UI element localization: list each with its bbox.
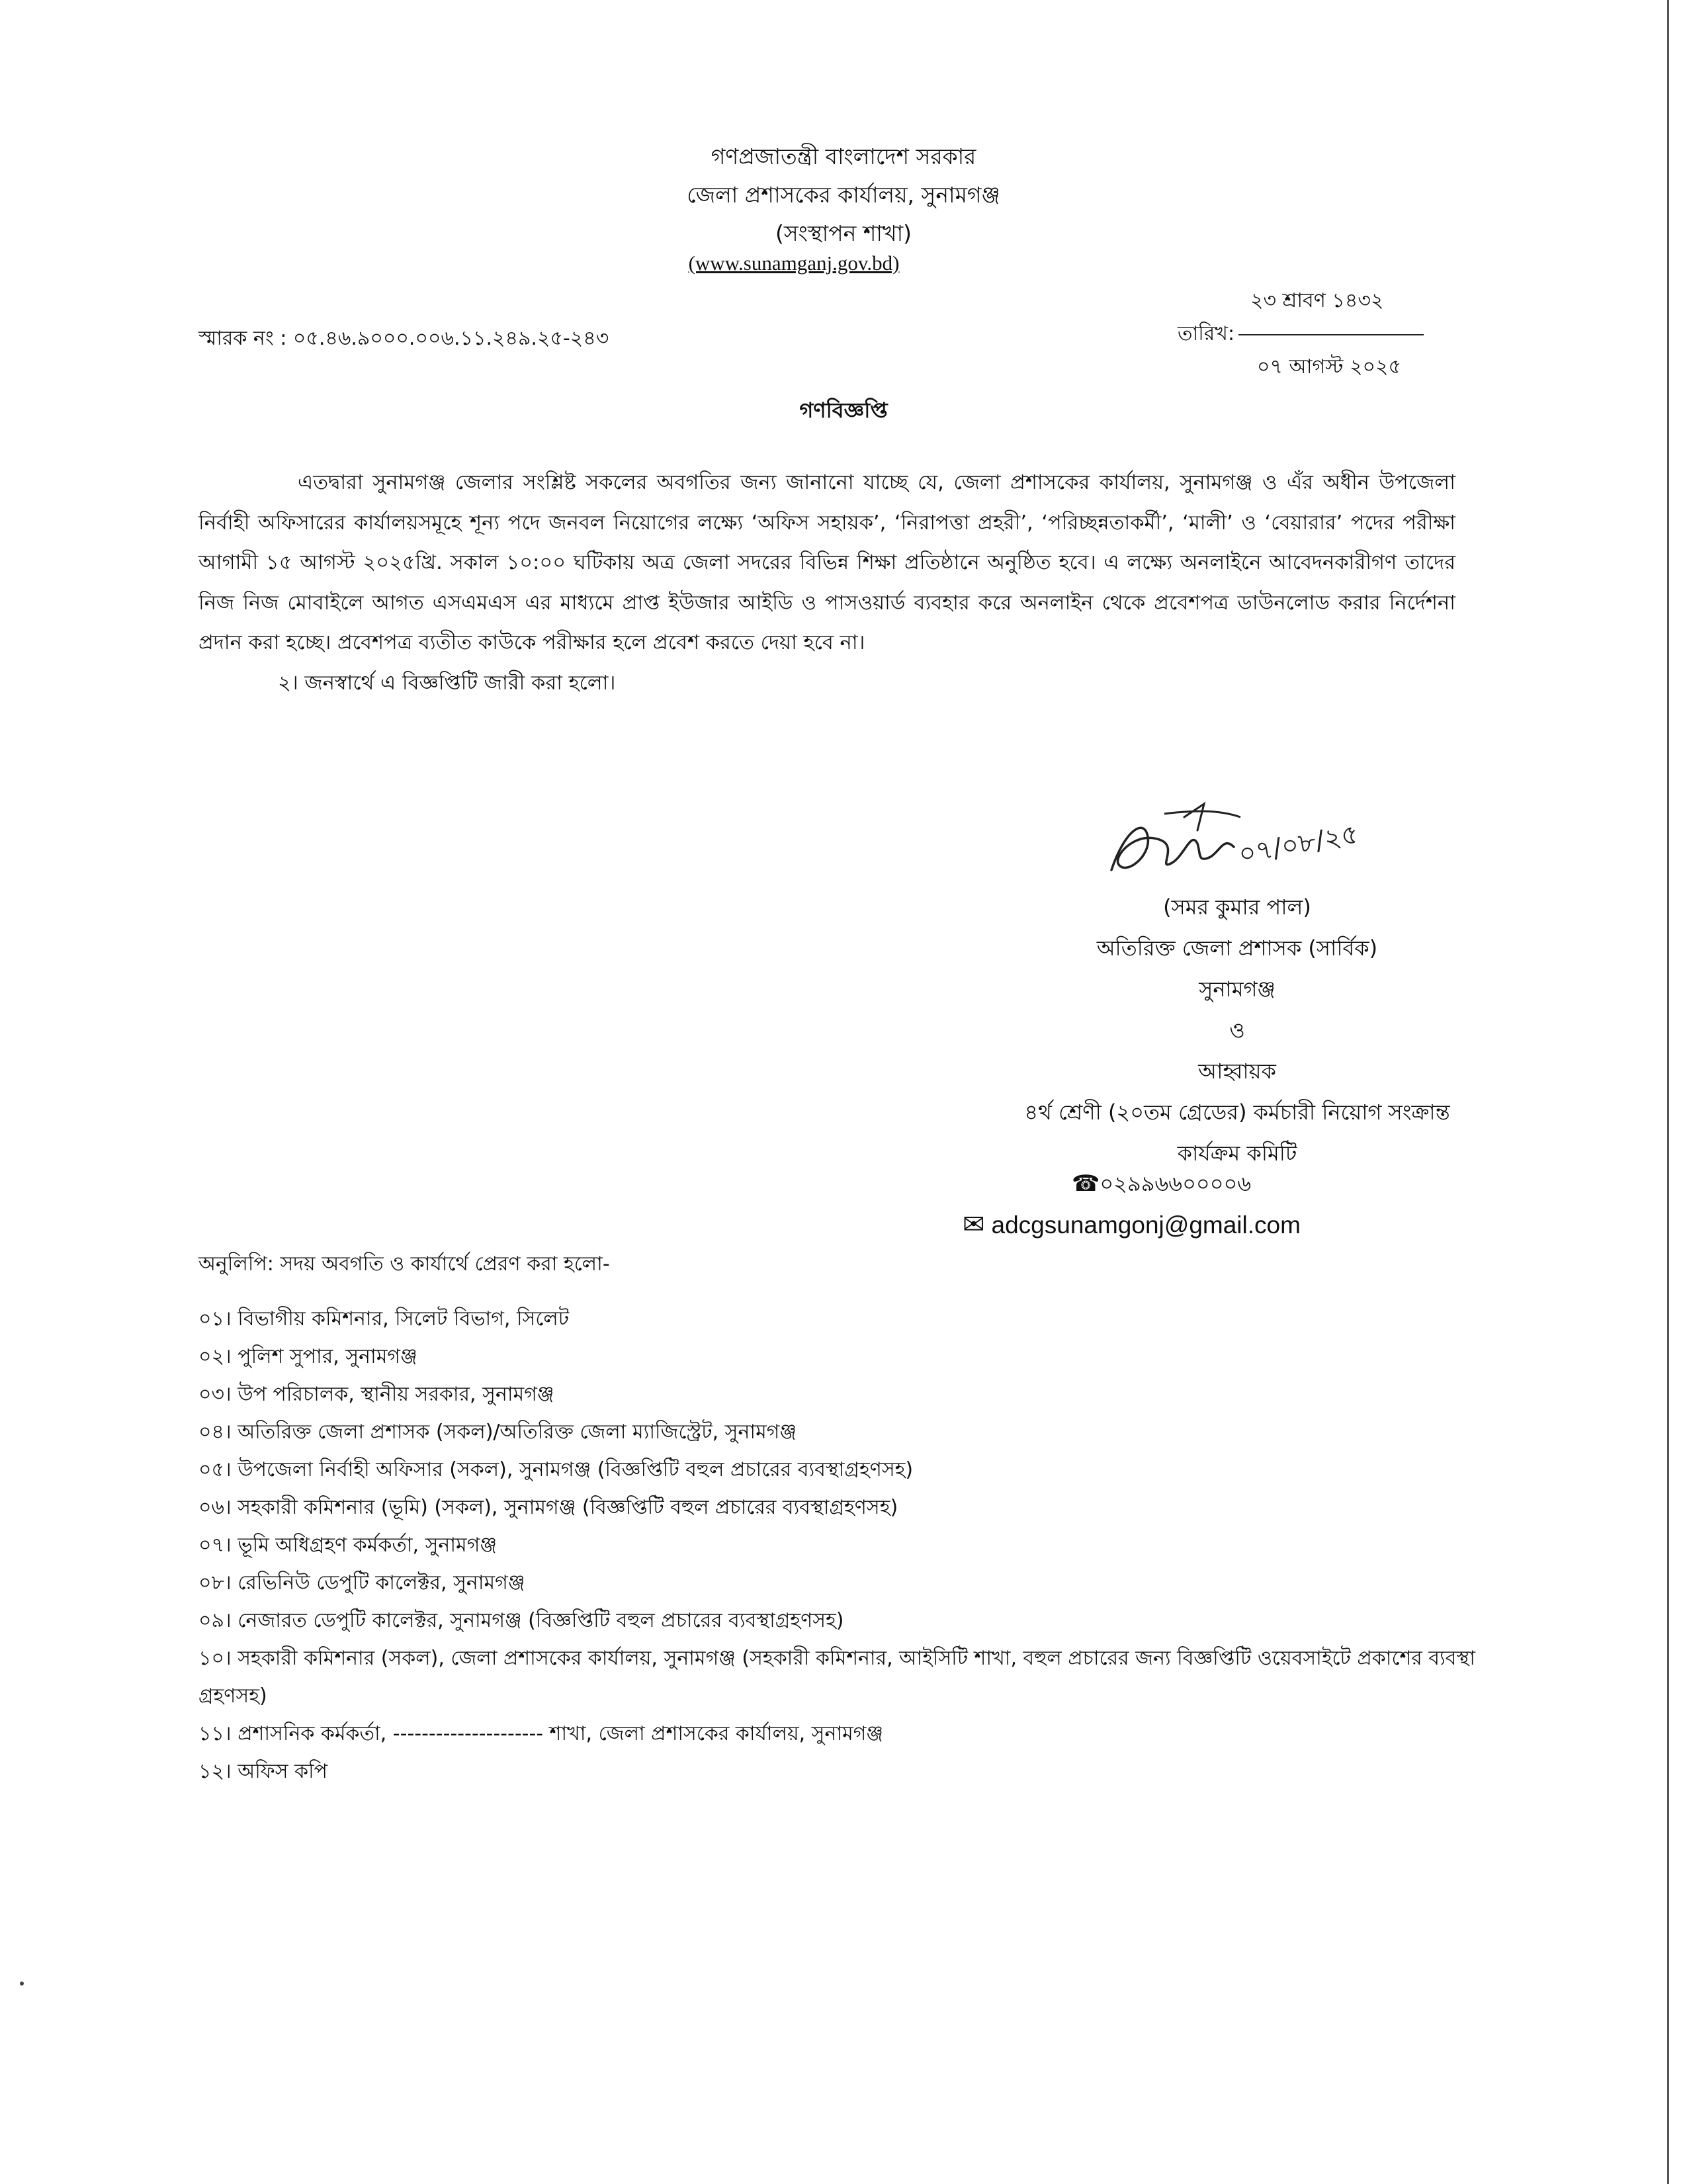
website-link[interactable]: (www.sunamganj.gov.bd) <box>688 251 900 275</box>
body-paragraph-2: ২। জনস্বার্থে এ বিজ্ঞপ্তিটি জারী করা হলো। <box>278 671 616 695</box>
list-item: ০৫। উপজেলা নির্বাহী অফিসার (সকল), সুনামগঞ্জ (বিজ্ঞপ্তিটি বহুল প্রচারের ব্যবস্থাগ্রহণসহ) <box>198 1458 914 1481</box>
copy-list <box>198 1245 1489 1790</box>
phone-number: ০২৯৯৬৬০০০০৬ <box>1100 1171 1252 1196</box>
list-item: ০৪। অতিরিক্ত জেলা প্রশাসক (সকল)/অতিরিক্ত জেলা ম্যাজিস্ট্রেট, সুনামগঞ্জ <box>198 1420 797 1444</box>
signatory-designation: অতিরিক্ত জেলা প্রশাসক (সার্বিক) <box>1096 936 1378 961</box>
notice-title: গণবিজ্ঞপ্তি <box>799 398 888 423</box>
list-item: ০৬। সহকারী কমিশনার (ভূমি) (সকল), সুনামগঞ্জ (বিজ্ঞপ্তিটি বহুল প্রচারের ব্যবস্থাগ্রহণসহ) <box>198 1496 898 1519</box>
government-name: গণপ্রজাতন্ত্রী বাংলাদেশ সরকার <box>711 144 976 169</box>
date-english: ০৭ আগস্ট ২০২৫ <box>1257 355 1401 378</box>
envelope-icon: ✉ <box>963 1209 985 1240</box>
list-item: ১১। প্রশাসনিক কর্মকর্তা, --------------------- শাখা, জেলা প্রশাসকের কার্যালয়, সুনামগঞ্জ <box>198 1722 884 1745</box>
list-item: ০৮। রেভিনিউ ডেপুটি কালেক্টর, সুনামগঞ্জ <box>198 1571 525 1594</box>
list-item: ০১। বিভাগীয় কমিশনার, সিলেট বিভাগ, সিলেট <box>198 1307 570 1331</box>
list-item: ০৯। নেজারত ডেপুটি কালেক্টর, সুনামগঞ্জ (বিজ্ঞপ্তিটি বহুল প্রচারের ব্যবস্থাগ্রহণসহ) <box>198 1609 844 1632</box>
list-item: ০২। পুলিশ সুপার, সুনামগঞ্জ <box>198 1345 417 1368</box>
copy-intro: অনুলিপি: সদয় অবগতি ও কার্যার্থে প্রেরণ করা হলো- <box>198 1252 610 1276</box>
memo-number: স্মারক নং : ০৫.৪৬.৯০০০.০০৬.১১.২৪৯.২৫-২৪৩ <box>198 327 609 350</box>
scan-edge-line <box>1667 0 1669 2184</box>
signature-date: ০৭/০৮/২৫ <box>1236 818 1361 870</box>
list-item: ১০। সহকারী কমিশনার (সকল), জেলা প্রশাসকের কার্যালয়, সুনামগঞ্জ (সহকারী কমিশনার, আইসিটি শাখা, বহুল প্রচারের জন্য বিজ্ঞপ্তিটি ওয়েবসাইটে প্রকাশের ব্যবস্থা গ্রহণসহ) <box>198 1647 1475 1708</box>
signatory-name: (সমর কুমার পাল) <box>1163 895 1311 920</box>
signatory-role: আহ্বায়ক <box>1198 1059 1276 1084</box>
list-item: ০৭। ভূমি অধিগ্রহণ কর্মকর্তা, সুনামগঞ্জ <box>198 1534 497 1557</box>
signatory-district: সুনামগঞ্জ <box>1199 977 1276 1002</box>
committee-line-2: কার্যক্রম কমিটি <box>1177 1141 1297 1166</box>
notice-body <box>198 463 1455 703</box>
section-name: (সংস্থাপন শাখা) <box>775 220 912 246</box>
office-name: জেলা প্রশাসকের কার্যালয়, সুনামগঞ্জ <box>687 182 1000 208</box>
date-row <box>1178 318 1424 351</box>
list-item: ১২। অফিস কপি <box>198 1760 328 1783</box>
committee-line-1: ৪র্থ শ্রেণী (২০তম গ্রেডের) কর্মচারী নিয়োগ সংক্রান্ত <box>1024 1100 1450 1125</box>
letterhead <box>0 138 1687 253</box>
email-address[interactable]: adcgsunamgonj@gmail.com <box>991 1211 1301 1239</box>
email-row <box>963 1204 1301 1246</box>
list-item: ০৩। উপ পরিচালক, স্থানীয় সরকার, সুনামগঞ্জ <box>198 1383 554 1406</box>
date-label: তারিখ: <box>1178 322 1235 345</box>
signature-block <box>926 887 1548 1174</box>
phone-icon: ☎ <box>1072 1170 1100 1197</box>
body-paragraph-1: এতদ্বারা সুনামগঞ্জ জেলার সংশ্লিষ্ট সকলের অবগতির জন্য জানানো যাচ্ছে যে, জেলা প্রশাসকের কার্যালয়, সুনামগঞ্জ ও এঁর অধীন উপজেলা নির্বাহী অফিসারের কার্যালয়সমূহে শূন্য পদে জনবল নিয়োগের লক্ষ্যে ‘অফিস সহায়ক’, ‘নিরাপত্তা প্রহরী’, ‘পরিচ্ছন্নতাকর্মী’, ‘মালী’ ও ‘বেয়ারার’ পদের পরীক্ষা আগামী ১৫ আগস্ট ২০২৫খ্রি. সকাল ১০:০০ ঘটিকায় অত্র জেলা সদরের বিভিন্ন শিক্ষা প্রতিষ্ঠানে অনুষ্ঠিত হবে। এ লক্ষ্যে অনলাইনে আবেদনকারীগণ তাদের নিজ নিজ মোবাইলে আগত এসএমএস এর মাধ্যমে প্রাপ্ত ইউজার আইডি ও পাসওয়ার্ড ব্যবহার করে অনলাইন থেকে প্রবেশপত্র ডাউনলোড করার নির্দেশনা প্রদান করা হচ্ছে। প্রবেশপত্র ব্যতীত কাউকে পরীক্ষার হলে প্রবেশ করতে দেয়া হবে না। <box>198 471 1455 654</box>
conjunction: ও <box>1229 1018 1245 1043</box>
date-divider <box>1238 334 1424 335</box>
phone-row <box>1072 1163 1251 1204</box>
scan-speck <box>20 1982 24 1986</box>
date-bangla: ২৩ শ্রাবণ ১৪৩২ <box>1250 289 1384 312</box>
